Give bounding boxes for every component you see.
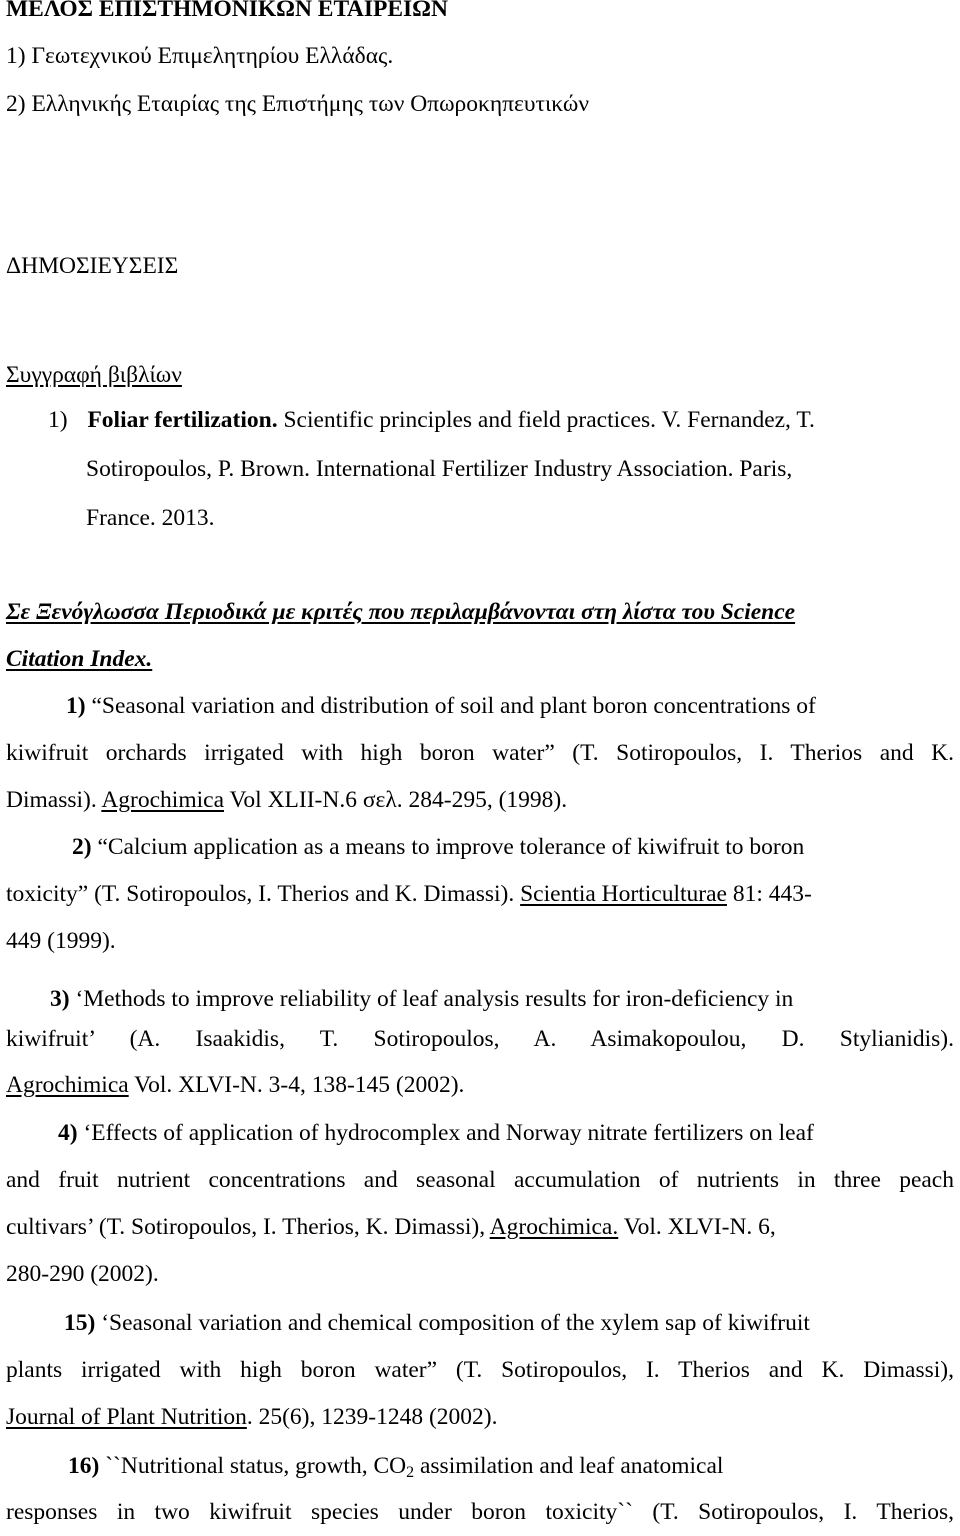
paper-1-line-3 — [6, 777, 567, 824]
paper-16-line-2: responses in two kiwifruit species under boron toxicity`` (T. Sotiropoulos, I. Therios, — [6, 1499, 954, 1525]
paper-2-number: 2) — [72, 834, 92, 860]
book-1-line-1 — [48, 397, 815, 444]
paper-16-subscript: 2 — [406, 1464, 415, 1481]
book-1-number: 1) — [48, 407, 68, 433]
paper-15-title-start: ‘Seasonal variation and chemical composition of the xylem sap of kiwifruit — [101, 1310, 810, 1336]
books-heading: Συγγραφή βιβλίων — [6, 362, 182, 388]
publications-heading: ΔΗΜΟΣΙΕΥΣΕΙΣ — [6, 253, 179, 279]
paper-1-citation: Vol XLII-N.6 σελ. 284-295, (1998). — [229, 787, 568, 813]
paper-1-authors-end: Dimassi). — [6, 787, 97, 813]
paper-16-number: 16) — [68, 1453, 100, 1479]
memberships-heading: ΜΕΛΟΣ ΕΠΙΣΤΗΜΟΝΙΚΩΝ ΕΤΑΙΡΕΙΩΝ — [6, 0, 448, 22]
paper-2-line-2 — [6, 871, 812, 918]
paper-4-line-1 — [58, 1110, 814, 1157]
paper-4-line-2: and fruit nutrient concentrations and seasonal accumulation of nutrients in three peach — [6, 1167, 954, 1193]
journals-heading-line-1: Σε Ξενόγλωσσα Περιοδικά με κριτές που περιλαμβάνονται στη λίστα του Science — [6, 599, 796, 625]
paper-1-number: 1) — [66, 693, 86, 719]
paper-15-line-2: plants irrigated with high boron water” (T. Sotiropoulos, I. Therios and K. Dimassi), — [6, 1357, 954, 1383]
paper-3-number: 3) — [50, 986, 70, 1012]
paper-2-citation-start: 81: 443- — [732, 881, 812, 907]
paper-16-title-rest: assimilation and leaf anatomical — [419, 1453, 724, 1479]
paper-4-line-3 — [6, 1204, 776, 1251]
paper-4-title-start: ‘Effects of application of hydrocomplex and Norway nitrate fertilizers on leaf — [83, 1120, 814, 1146]
paper-4-line-4: 280-290 (2002). — [6, 1261, 159, 1287]
paper-3-line-2: kiwifruit’ (A. Isaakidis, T. Sotiropoulos, A. Asimakopoulou, D. Stylianidis). — [6, 1026, 954, 1052]
paper-15-journal: Journal of Plant Nutrition — [6, 1404, 247, 1430]
membership-item-2: 2) Ελληνικής Εταιρίας της Επιστήμης των Οπωροκηπευτικών — [6, 91, 590, 117]
paper-1-line-2: kiwifruit orchards irrigated with high boron water” (T. Sotiropoulos, I. Therios and K. — [6, 740, 954, 766]
book-1-details: Scientific principles and field practices. V. Fernandez, T. — [283, 407, 815, 433]
paper-3-line-3 — [6, 1062, 464, 1109]
paper-1-journal: Agrochimica — [101, 787, 225, 813]
paper-15-citation: . 25(6), 1239-1248 (2002). — [246, 1404, 498, 1430]
paper-3-title-start: ‘Methods to improve reliability of leaf analysis results for iron-deficiency in — [75, 986, 794, 1012]
paper-15-number: 15) — [64, 1310, 96, 1336]
paper-2-journal: Scientia Horticulturae — [520, 881, 727, 907]
paper-4-number: 4) — [58, 1120, 78, 1146]
journals-heading-line-2: Citation Index. — [6, 646, 153, 672]
paper-15-line-3 — [6, 1394, 498, 1441]
paper-2-authors: toxicity” (T. Sotiropoulos, I. Therios and K. Dimassi). — [6, 881, 515, 907]
paper-2-line-3: 449 (1999). — [6, 928, 116, 954]
paper-2-title-start: “Calcium application as a means to improve tolerance of kiwifruit to boron — [97, 834, 805, 860]
paper-3-citation: Vol. XLVI-N. 3-4, 138-145 (2002). — [134, 1072, 465, 1098]
paper-1-title-start: “Seasonal variation and distribution of soil and plant boron concentrations of — [91, 693, 816, 719]
paper-1-line-1 — [66, 683, 816, 730]
paper-4-authors: cultivars’ (T. Sotiropoulos, I. Therios, K. Dimassi), — [6, 1214, 486, 1240]
membership-item-1: 1) Γεωτεχνικού Επιμελητηρίου Ελλάδας. — [6, 43, 394, 69]
paper-4-citation-start: Vol. XLVI-N. 6, — [623, 1214, 776, 1240]
paper-2-line-1 — [72, 824, 804, 871]
paper-16-title-start: ``Nutritional status, growth, CO — [105, 1453, 407, 1479]
book-1-line-3: France. 2013. — [86, 505, 215, 531]
book-1-line-2: Sotiropoulos, P. Brown. International Fertilizer Industry Association. Paris, — [86, 456, 793, 482]
paper-15-line-1 — [64, 1300, 810, 1347]
paper-3-journal: Agrochimica — [6, 1072, 129, 1098]
book-1-title: Foliar fertilization. — [87, 407, 278, 433]
paper-4-journal: Agrochimica. — [489, 1214, 619, 1240]
